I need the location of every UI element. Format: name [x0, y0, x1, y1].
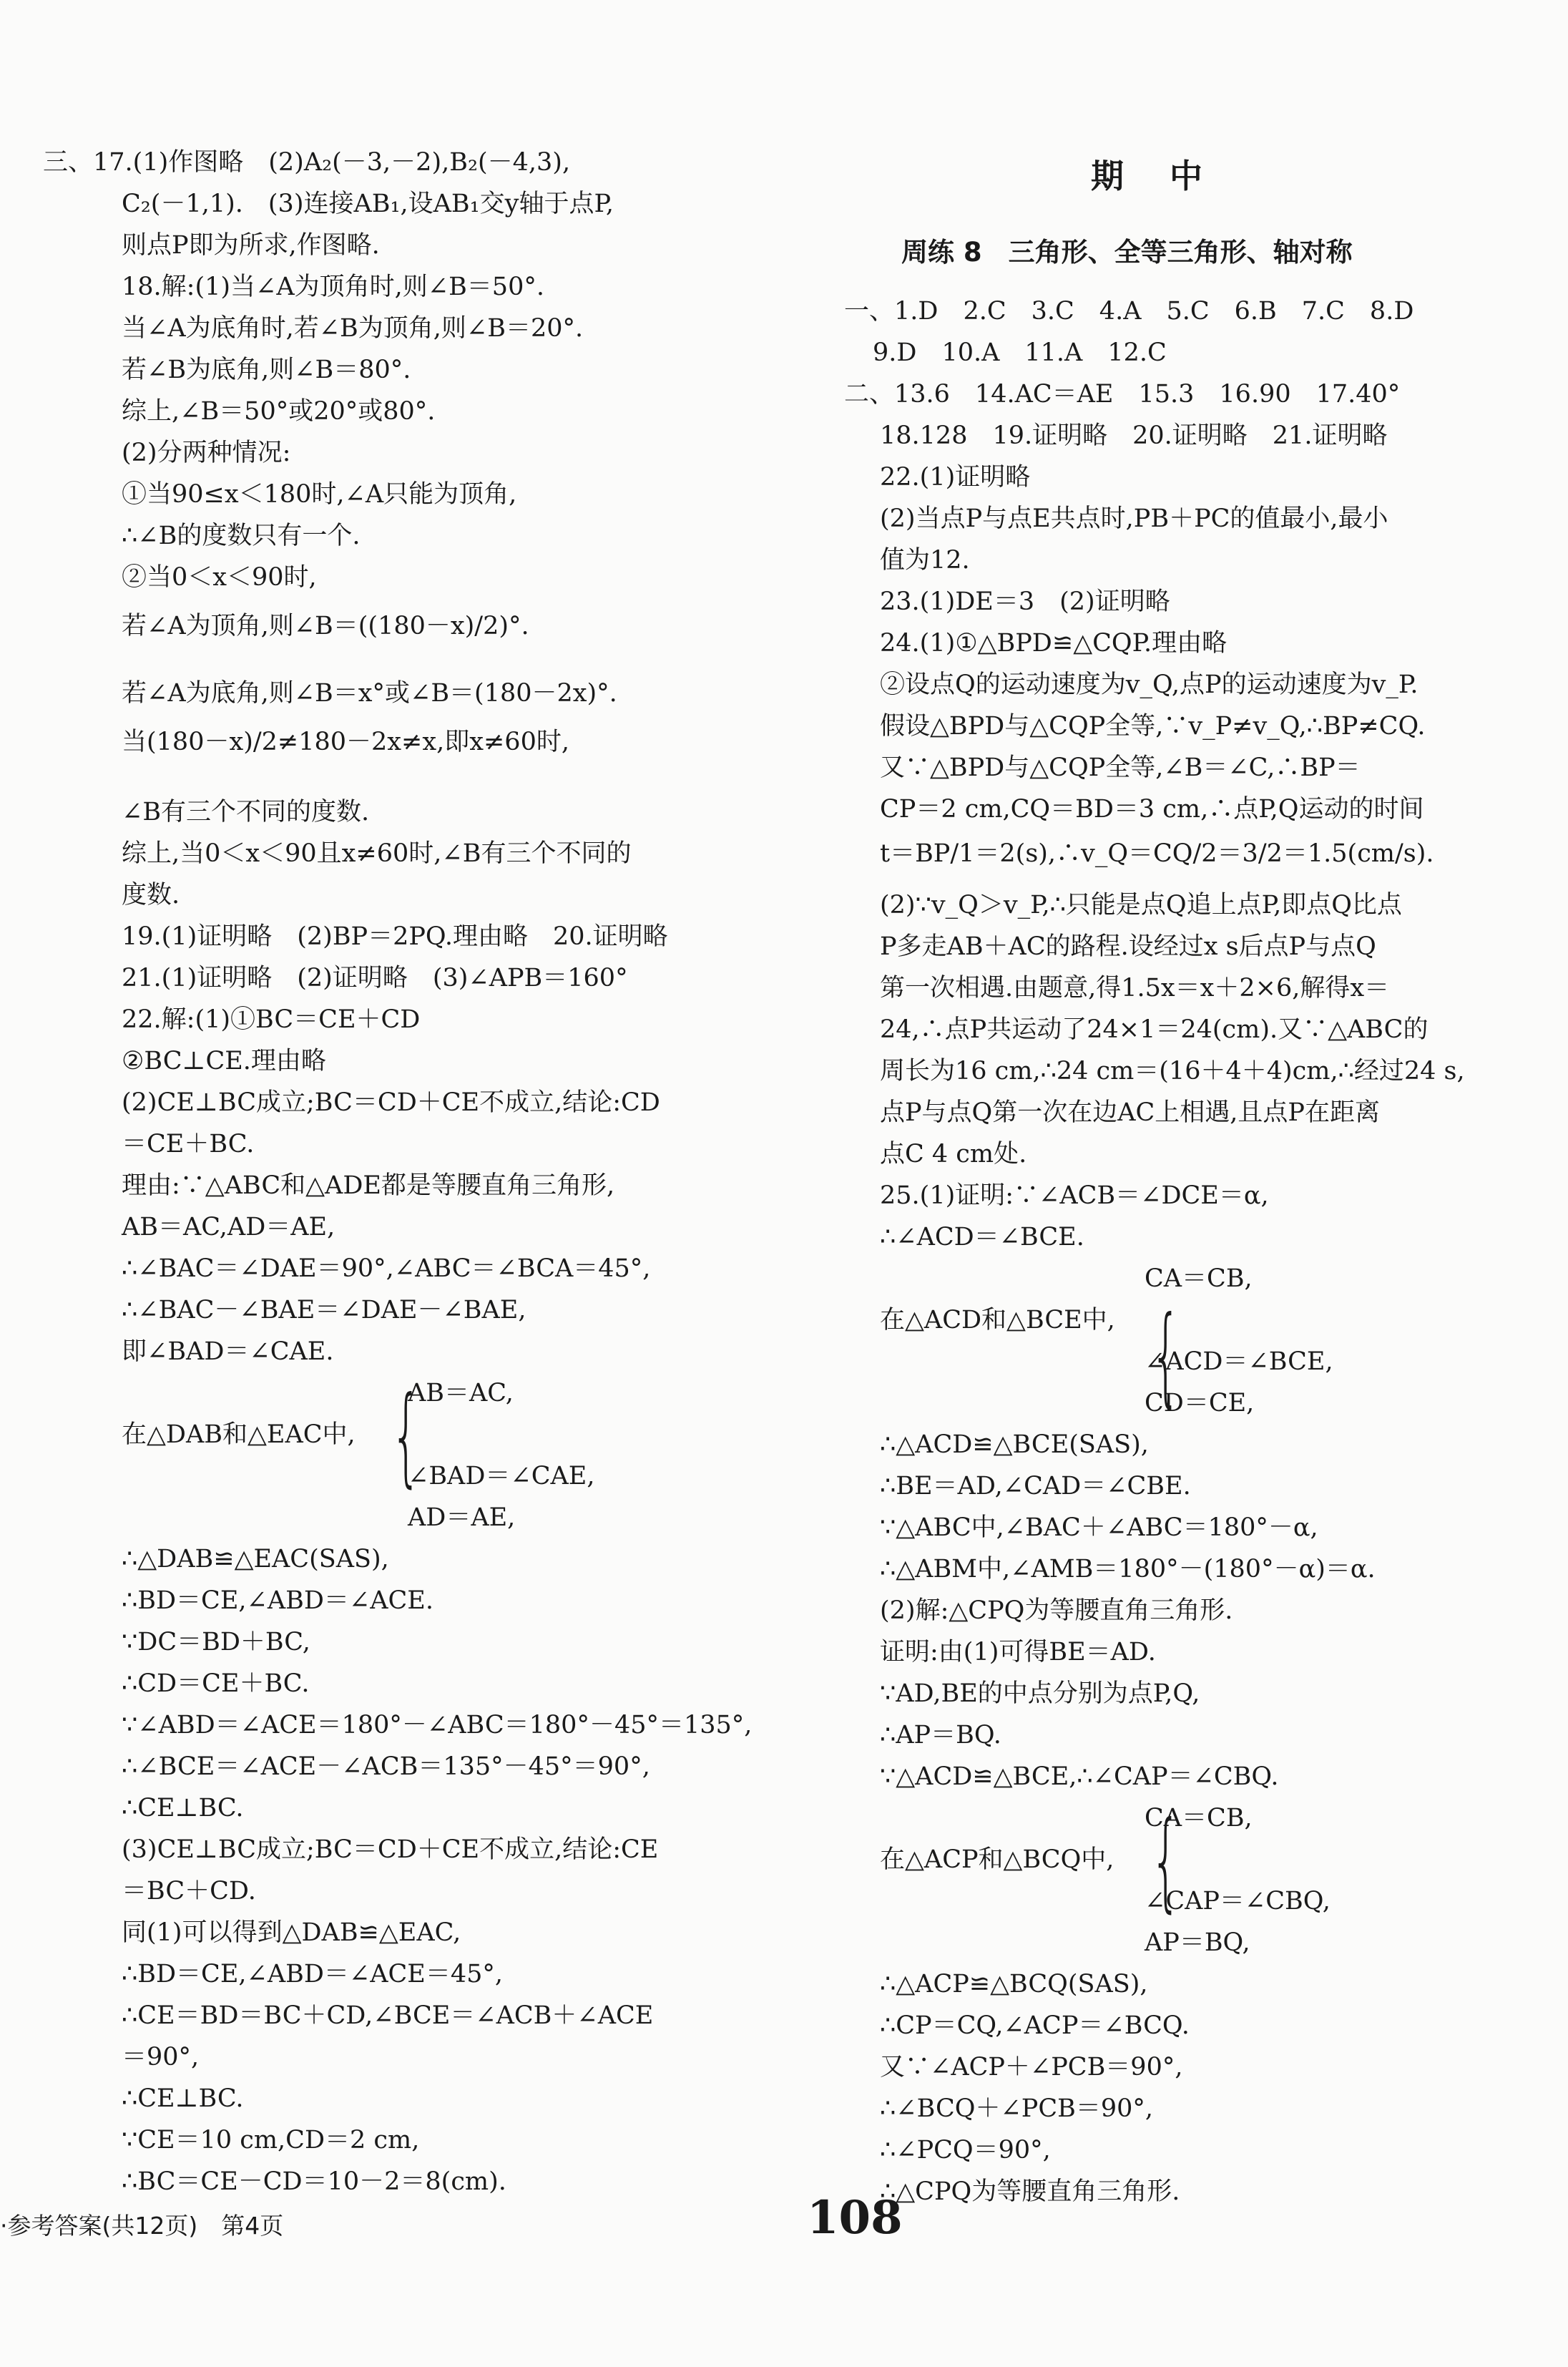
- answer-line: ＝BC＋CD.: [122, 1877, 256, 1905]
- answer-line: (2)当点P与点E共点时,PB＋PC的值最小,最小: [880, 504, 1388, 533]
- answer-line: 22.解:(1)①BC＝CE＋CD: [122, 1005, 421, 1034]
- answer-line: 三、17.(1)作图略 (2)A₂(－3,－2),B₂(－4,3),: [43, 148, 571, 177]
- answer-line: ∴CD＝CE＋BC.: [122, 1669, 310, 1698]
- answer-line: 值为12.: [880, 546, 970, 575]
- answer-line: 综上,∠B＝50°或20°或80°.: [122, 397, 436, 426]
- answer-line: ∴∠BAC－∠BAE＝∠DAE－∠BAE,: [122, 1296, 526, 1324]
- answer-line: ∴∠ACD＝∠BCE.: [880, 1223, 1084, 1251]
- answer-line: (2)CE⊥BC成立;BC＝CD＋CE不成立,结论:CD: [122, 1088, 660, 1117]
- answer-line: ∵DC＝BD＋BC,: [122, 1628, 310, 1656]
- answer-line: ∴∠PCQ＝90°,: [880, 2136, 1051, 2165]
- answer-line: 假设△BPD与△CQP全等,∵v_P≠v_Q,∴BP≠CQ.: [880, 712, 1426, 741]
- answer-line: AP＝BQ,: [1145, 1928, 1250, 1957]
- answer-line: ∴BD＝CE,∠ABD＝∠ACE.: [122, 1586, 433, 1615]
- answer-line: 同(1)可以得到△DAB≌△EAC,: [122, 1918, 461, 1947]
- answer-line: AB＝AC,AD＝AE,: [122, 1213, 335, 1241]
- answer-line: ∴∠BCQ＋∠PCB＝90°,: [880, 2094, 1153, 2123]
- answer-line: 若∠A为顶角,则∠B＝((180－x)/2)°.: [122, 612, 529, 640]
- answer-line: ∠CAP＝∠CBQ,: [1145, 1887, 1331, 1915]
- answer-line: 若∠A为底角,则∠B＝x°或∠B＝(180－2x)°.: [122, 679, 617, 708]
- answer-line: AB＝AC,: [408, 1379, 514, 1407]
- answer-line: ∵△ABC中,∠BAC＋∠ABC＝180°－α,: [880, 1513, 1318, 1542]
- answer-line: ∴∠BAC＝∠DAE＝90°,∠ABC＝∠BCA＝45°,: [122, 1254, 651, 1283]
- answer-line: C₂(－1,1). (3)连接AB₁,设AB₁交y轴于点P,: [122, 190, 614, 218]
- answer-line: ∴△ABM中,∠AMB＝180°－(180°－α)＝α.: [880, 1555, 1376, 1583]
- answer-line: 21.(1)证明略 (2)证明略 (3)∠APB＝160°: [122, 964, 628, 992]
- answer-line: 当(180－x)/2≠180－2x≠x,即x≠60时,: [122, 728, 569, 756]
- answer-line: 24,∴点P共运动了24×1＝24(cm).又∵△ABC的: [880, 1015, 1429, 1044]
- system-brace-left: {: [391, 1374, 422, 1498]
- system-brace-right-2: {: [1150, 1799, 1182, 1923]
- answer-line: 19.(1)证明略 (2)BP＝2PQ.理由略 20.证明略: [122, 922, 668, 951]
- answer-line: CD＝CE,: [1145, 1389, 1255, 1417]
- answer-line: 22.(1)证明略: [880, 463, 1031, 492]
- answer-line: ∵△ACD≌△BCE,∴∠CAP＝∠CBQ.: [880, 1762, 1279, 1791]
- answer-line: 又∵∠ACP＋∠PCB＝90°,: [880, 2053, 1183, 2082]
- section-title: 期 中: [1091, 157, 1220, 195]
- answer-line: 点P与点Q第一次在边AC上相遇,且点P在距离: [880, 1098, 1380, 1127]
- answer-line: 度数.: [122, 881, 180, 909]
- answer-line: ∴△ACD≌△BCE(SAS),: [880, 1430, 1149, 1459]
- answer-line: 即∠BAD＝∠CAE.: [122, 1337, 334, 1366]
- answer-line: 第一次相遇.由题意,得1.5x＝x＋2×6,解得x＝: [880, 974, 1390, 1002]
- answer-line: ∴CP＝CQ,∠ACP＝∠BCQ.: [880, 2011, 1190, 2040]
- answer-line: ∠ACD＝∠BCE,: [1145, 1347, 1333, 1376]
- answer-line: ∴AP＝BQ.: [880, 1721, 1001, 1749]
- answer-line: 在△ACD和△BCE中,: [880, 1306, 1115, 1334]
- answer-line: ∴CE⊥BC.: [122, 1794, 244, 1822]
- answer-line: ∵∠ABD＝∠ACE＝180°－∠ABC＝180°－45°＝135°,: [122, 1711, 753, 1739]
- answer-line: ∴∠B的度数只有一个.: [122, 522, 361, 550]
- answer-line: ∴CE＝BD＝BC＋CD,∠BCE＝∠ACB＋∠ACE: [122, 2001, 654, 2030]
- footer-reference-info: ·参考答案(共12页) 第4页: [0, 2212, 284, 2240]
- answer-line: ∴BD＝CE,∠ABD＝∠ACE＝45°,: [122, 1960, 503, 1988]
- answer-line: 在△ACP和△BCQ中,: [880, 1845, 1114, 1874]
- section-subtitle: 周练 8 三角形、全等三角形、轴对称: [901, 237, 1353, 268]
- answer-line: ①当90≤x＜180时,∠A只能为顶角,: [122, 480, 517, 509]
- answer-line: 又∵△BPD与△CQP全等,∠B＝∠C,∴BP＝: [880, 753, 1361, 782]
- answer-line: ∴△ACP≌△BCQ(SAS),: [880, 1970, 1148, 1998]
- answer-line: (2)分两种情况:: [122, 439, 291, 467]
- answer-line: 周长为16 cm,∴24 cm＝(16＋4＋4)cm,∴经过24 s,: [880, 1057, 1465, 1085]
- answer-line: 点C 4 cm处.: [880, 1140, 1027, 1168]
- answer-line: ＝90°,: [122, 2043, 200, 2071]
- answer-line: 综上,当0＜x＜90且x≠60时,∠B有三个不同的: [122, 839, 632, 868]
- answer-line: ∴CE⊥BC.: [122, 2084, 244, 2113]
- answer-line: 23.(1)DE＝3 (2)证明略: [880, 587, 1170, 616]
- answer-line: 当∠A为底角时,若∠B为顶角,则∠B＝20°.: [122, 314, 584, 343]
- answer-line: 证明:由(1)可得BE＝AD.: [880, 1638, 1156, 1666]
- answer-line: ∠B有三个不同的度数.: [122, 798, 370, 826]
- answer-line: ∴△DAB≌△EAC(SAS),: [122, 1545, 389, 1573]
- system-brace-right-1: {: [1150, 1294, 1182, 1418]
- answer-line: ∵AD,BE的中点分别为点P,Q,: [880, 1679, 1200, 1708]
- page-number: 108: [807, 2191, 903, 2245]
- answer-line: t＝BP/1＝2(s),∴v_Q＝CQ/2＝3/2＝1.5(cm/s).: [880, 839, 1434, 868]
- answer-line: ②BC⊥CE.理由略: [122, 1047, 326, 1075]
- answer-line: 9.D 10.A 11.A 12.C: [873, 338, 1167, 367]
- answer-line: CA＝CB,: [1145, 1804, 1253, 1832]
- answer-line: 25.(1)证明:∵∠ACB＝∠DCE＝α,: [880, 1181, 1269, 1210]
- answer-line: (3)CE⊥BC成立;BC＝CD＋CE不成立,结论:CE: [122, 1835, 659, 1864]
- answer-line: (2)∵v_Q＞v_P,∴只能是点Q追上点P,即点Q比点: [880, 891, 1402, 919]
- answer-line: ②当0＜x＜90时,: [122, 563, 317, 592]
- answer-line: ∴△CPQ为等腰直角三角形.: [880, 2177, 1180, 2206]
- answer-line: CP＝2 cm,CQ＝BD＝3 cm,∴点P,Q运动的时间: [880, 795, 1424, 824]
- answer-line: ②设点Q的运动速度为v_Q,点P的运动速度为v_P.: [880, 670, 1418, 699]
- answer-line: (2)解:△CPQ为等腰直角三角形.: [880, 1596, 1233, 1625]
- answer-line: 理由:∵△ABC和△ADE都是等腰直角三角形,: [122, 1171, 615, 1200]
- answer-line: AD＝AE,: [408, 1503, 516, 1532]
- answer-line: 二、13.6 14.AC＝AE 15.3 16.90 17.40°: [844, 380, 1401, 409]
- answer-line: 一、1.D 2.C 3.C 4.A 5.C 6.B 7.C 8.D: [844, 297, 1414, 326]
- answer-line: ∵CE＝10 cm,CD＝2 cm,: [122, 2126, 420, 2154]
- answer-line: ∴BC＝CE－CD＝10－2＝8(cm).: [122, 2167, 506, 2196]
- answer-line: 18.128 19.证明略 20.证明略 21.证明略: [880, 421, 1388, 450]
- answer-line: 则点P即为所求,作图略.: [122, 231, 380, 260]
- answer-line: 24.(1)①△BPD≌△CQP.理由略: [880, 629, 1228, 658]
- answer-line: ∴∠BCE＝∠ACE－∠ACB＝135°－45°＝90°,: [122, 1752, 650, 1781]
- answer-line: 若∠B为底角,则∠B＝80°.: [122, 356, 411, 384]
- answer-line: ＝CE＋BC.: [122, 1130, 255, 1158]
- answer-line: 18.解:(1)当∠A为顶角时,则∠B＝50°.: [122, 273, 544, 301]
- answer-line: ∴BE＝AD,∠CAD＝∠CBE.: [880, 1472, 1191, 1500]
- answer-line: P多走AB＋AC的路程.设经过x s后点P与点Q: [880, 932, 1376, 961]
- answer-line: 在△DAB和△EAC中,: [122, 1420, 356, 1449]
- answer-line: ∠BAD＝∠CAE,: [408, 1462, 595, 1490]
- answer-line: CA＝CB,: [1145, 1264, 1253, 1293]
